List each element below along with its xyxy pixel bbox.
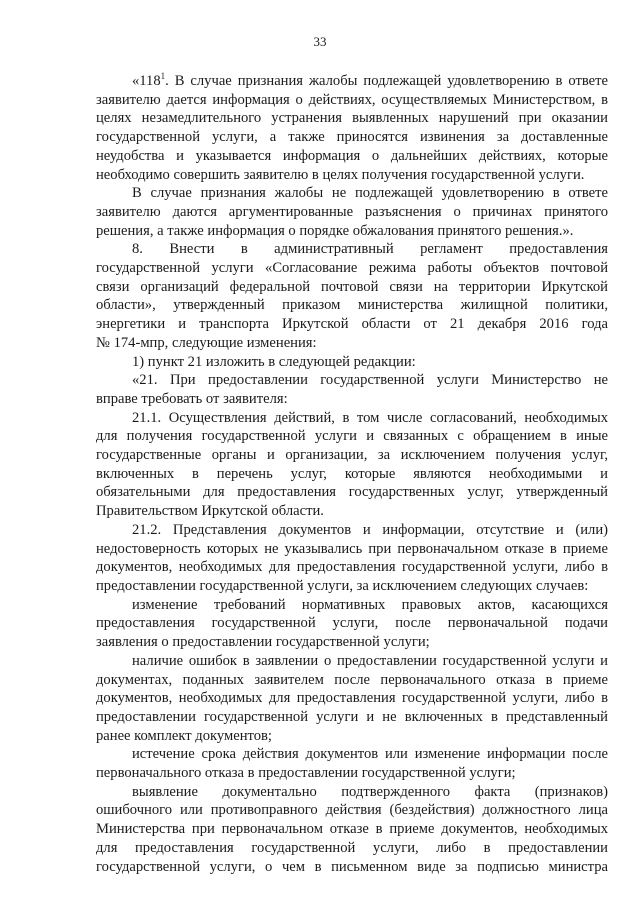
text-line: 8. Внести в административный регламент предоставления: [132, 241, 608, 258]
text-line: для получения государственной услуги и связанных с обращением в иные: [96, 428, 608, 445]
text-line: государственной услуги, а также приносятся извинения за доставленные: [96, 129, 608, 146]
text-line: [96, 72, 608, 91]
text-line: области», утвержденный приказом министерства жилищной политики,: [96, 297, 608, 314]
paragraph: [96, 745, 608, 782]
text-line: заявления о предоставлении государственной услуги;: [96, 634, 430, 651]
text-line: заявителю дается информация о действиях, осуществляемых Министерством, в: [96, 91, 608, 108]
text-line: Правительством Иркутской области.: [96, 503, 324, 520]
text-line: наличие ошибок в заявлении о предоставлении государственной услуги и: [132, 652, 608, 669]
text-line: 1) пункт 21 изложить в следующей редакции:: [132, 353, 416, 370]
text-line: целях незамедлительного устранения выявленных нарушений при оказании: [96, 110, 608, 127]
text-line: В случае признания жалобы не подлежащей удовлетворению в ответе: [132, 185, 608, 202]
text-line: предоставления государственной услуги, после первоначальной подачи: [96, 615, 608, 632]
text-line: № 174-мпр, следующие изменения:: [96, 334, 317, 351]
document-body: [96, 72, 608, 876]
text-line: заявителю даются аргументированные разъяснения о причинах принятого: [96, 203, 608, 220]
paragraph: [96, 521, 608, 596]
text-line: вправе требовать от заявителя:: [96, 390, 288, 407]
paragraph: [96, 353, 608, 372]
text-line: энергетики и транспорта Иркутской области от 21 декабря 2016 года: [96, 316, 608, 333]
text-line: 21.1. Осуществления действий, в том числе согласований, необходимых: [132, 409, 608, 426]
paragraph: [96, 652, 608, 746]
text-line: ранее комплект документов;: [96, 727, 272, 744]
text-line: документов, необходимых для предоставления государственной услуги, либо в: [96, 559, 608, 576]
text-line: изменение требований нормативных правовых актов, касающихся: [132, 596, 608, 613]
text-line: предоставлении государственной услуги и не включенных в представленный: [96, 708, 608, 725]
text-line: «21. При предоставлении государственной услуги Министерство не: [132, 372, 608, 389]
text-line: государственной услуги, о чем в письменном виде за подписью министра: [96, 858, 608, 875]
text-line: выявление документально подтвержденного факта (признаков): [132, 783, 608, 800]
paragraph: [96, 409, 608, 521]
paragraph: [96, 72, 608, 184]
text-line: обязательными для предоставления государственных услуг, утвержденный: [96, 484, 608, 501]
text-line: государственной услуги «Согласование режима работы объектов почтовой: [96, 260, 608, 277]
page-number: 33: [313, 34, 327, 49]
text-line: недостоверность которых не указывались при первоначальном отказе в приеме: [96, 540, 608, 557]
text-line: предоставлении государственной услуги, за исключением следующих случаев:: [96, 577, 589, 594]
paragraph: [96, 596, 608, 652]
text-line: документов, необходимых для предоставления государственной услуги, либо в: [96, 690, 608, 707]
text-line: государственные органы и организации, за исключением получения услуг,: [96, 447, 608, 464]
text-line: Министерства при первоначальном отказе в приеме документов, необходимых: [96, 821, 608, 838]
text-line: решения, а также информация о порядке обжалования принятого решения.».: [96, 222, 574, 239]
superscript: 1: [160, 71, 166, 81]
text-line: неудобства и указывается информация о дальнейших действиях, которые: [96, 147, 608, 164]
paragraph: [96, 184, 608, 240]
text-fragment: «118: [132, 73, 161, 89]
text-line: необходимо совершить заявителю в целях получения государственной услуги.: [96, 166, 585, 183]
text-line: документах, поданных заявителем после первоначального отказа в приеме: [96, 671, 608, 688]
text-line: связи организаций федеральной почтовой связи на территории Иркутской: [96, 278, 608, 295]
paragraph: [96, 371, 608, 408]
text-line: истечение срока действия документов или изменение информации после: [132, 746, 608, 763]
text-fragment: . В случае признания жалобы подлежащей удовлетворению в ответе: [165, 73, 608, 89]
text-line: первоначального отказа в предоставлении государственной услуги;: [96, 765, 516, 782]
text-line: включенных в перечень услуг, которые являются необходимыми и: [96, 465, 608, 482]
text-line: 21.2. Представления документов и информации, отсутствие и (или): [132, 521, 608, 538]
paragraph: [96, 783, 608, 877]
paragraph: [96, 240, 608, 352]
text-line: ошибочного или противоправного действия (бездействия) должностного лица: [96, 802, 608, 819]
text-line: для предоставления государственной услуги, либо в предоставлении: [96, 839, 608, 856]
